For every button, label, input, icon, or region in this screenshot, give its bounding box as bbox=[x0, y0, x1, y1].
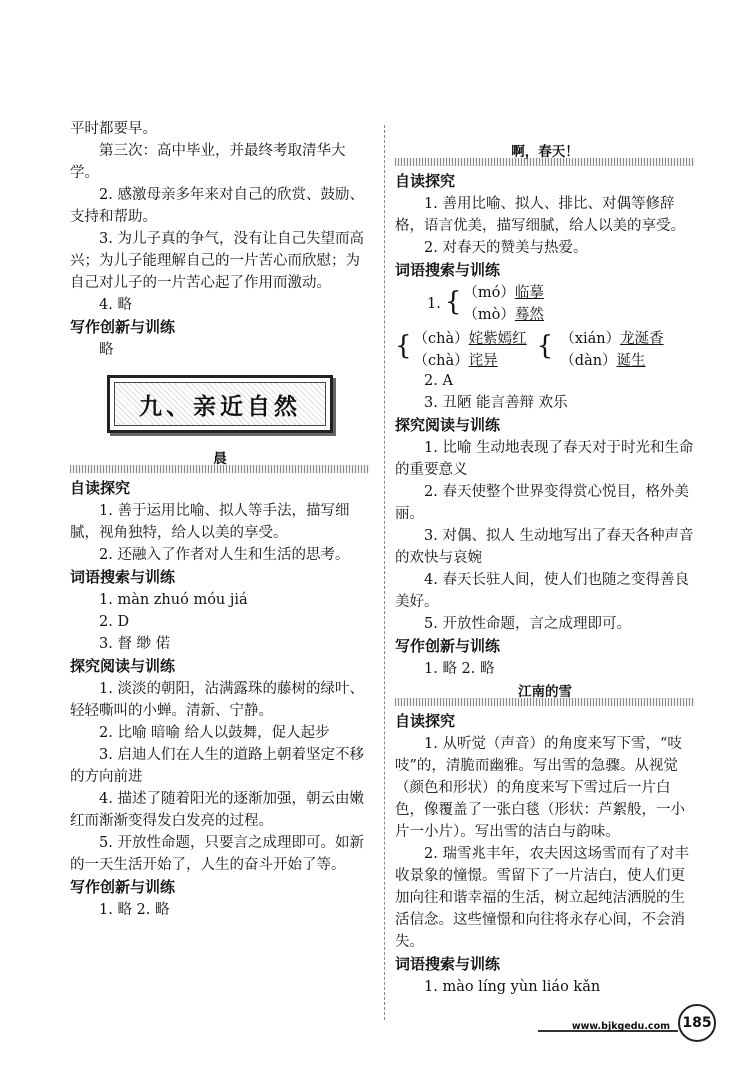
text-line: 3. 督 缈 偌 bbox=[99, 636, 171, 652]
text-line: 2. 对春天的赞美与热爱。 bbox=[424, 240, 588, 256]
word: 临摹 bbox=[514, 285, 544, 301]
lesson-title: 江南的雪 bbox=[518, 684, 572, 700]
text-line: 第三次：高中毕业，并最终考取清华大学。 bbox=[70, 143, 346, 181]
text-line: 2. D bbox=[99, 614, 130, 630]
text-line: 4. 春天长驻人间，使人们也随之变得善良美好。 bbox=[395, 572, 689, 610]
column-divider bbox=[384, 125, 385, 1020]
unit-banner bbox=[107, 375, 333, 433]
text-line: 2. 春天使整个世界变得赏心悦目，格外美丽。 bbox=[395, 484, 689, 522]
text-line: 1. màn zhuó móu jiá bbox=[99, 592, 248, 608]
section-heading: 探究阅读与训练 bbox=[395, 416, 501, 434]
pinyin: （xián） bbox=[560, 330, 621, 347]
text-line: 3. 为儿子真的争气，没有让自己失望而高兴；为儿子能理解自己的一片苦心而欣慰；为自己对儿子的一片苦心起了作用而激动。 bbox=[70, 231, 364, 291]
text-line: 略 bbox=[99, 342, 114, 358]
section-heading: 词语搜索与训练 bbox=[395, 261, 501, 279]
pinyin: （dàn） bbox=[560, 352, 617, 369]
text-line: 1. 略 2. 略 bbox=[424, 661, 495, 677]
brace-icon: { bbox=[444, 287, 462, 317]
text-line: 5. 开放性命题，言之成理即可。 bbox=[424, 616, 631, 632]
section-heading: 自读探究 bbox=[395, 172, 456, 190]
text-line: 1. mào líng yùn liáo kǎn bbox=[424, 979, 601, 995]
lesson-title-bar bbox=[395, 680, 695, 708]
word: 诞生 bbox=[616, 352, 646, 369]
text-line: 5. 开放性命题，只要言之成理即可。如新的一天生活开始了，人生的奋斗开始了等。 bbox=[70, 835, 364, 873]
text-line: 4. 描述了随着阳光的逐渐加强，朝云由嫩红而渐渐变得发白发亮的过程。 bbox=[70, 791, 364, 829]
unit-banner-title: 九、亲近自然 bbox=[114, 382, 326, 426]
section-heading: 探究阅读与训练 bbox=[70, 657, 176, 675]
text-line: 2. 还融入了作者对人生和生活的思考。 bbox=[99, 547, 350, 563]
footer-url: www.bjkgedu.com bbox=[571, 1021, 670, 1032]
text-line: 2. 比喻 暗喻 给人以鼓舞，促人起步 bbox=[99, 725, 330, 741]
section-heading: 写作创新与训练 bbox=[395, 637, 501, 655]
pinyin: （chà） bbox=[413, 352, 469, 369]
text-line: 2. A bbox=[424, 373, 453, 389]
text-line: 1. 善于运用比喻、拟人等手法，描写细腻，视角独特，给人以美的享受。 bbox=[70, 503, 350, 541]
section-heading: 写作创新与训练 bbox=[70, 318, 176, 336]
lesson-title: 晨 bbox=[213, 451, 227, 467]
section-heading: 词语搜索与训练 bbox=[70, 568, 176, 586]
pinyin-pair bbox=[560, 328, 663, 372]
pinyin-group-1 bbox=[395, 282, 695, 326]
lesson-title-bar bbox=[70, 447, 370, 475]
text-line: 1. 从听觉（声音）的角度来写下雪，“吱吱”的，清脆而幽雅。写出雪的急骤。从视觉（颜色和形状）的角度来写下雪过后一片白色，像覆盖了一张白毯（形状：芦絮般，一小片一小片）。写出雪的洁白与韵味。 bbox=[395, 736, 685, 840]
item-number: 1. bbox=[427, 296, 441, 312]
section-heading: 自读探究 bbox=[395, 712, 456, 730]
text-line: 2. 瑞雪兆丰年，农夫因这场雪而有了对丰收景象的憧憬。雪留下了一片洁白，使人们更加向往和谐幸福的生活，树立起纯洁洒脱的生活信念。这些憧憬和向往将永存心间，不会消失。 bbox=[395, 846, 689, 950]
footer bbox=[572, 1014, 670, 1033]
section-heading: 词语搜索与训练 bbox=[395, 955, 501, 973]
text-line: 2. 感激母亲多年来对自己的欣赏、鼓励、支持和帮助。 bbox=[70, 187, 364, 225]
text-line: 3. 启迪人们在人生的道路上朝着坚定不移的方向前进 bbox=[70, 747, 364, 785]
text-line: 3. 对偶、拟人 生动地写出了春天各种声音的欢快与哀婉 bbox=[395, 528, 694, 566]
pinyin: （chà） bbox=[413, 330, 469, 347]
word: 蓦然 bbox=[514, 307, 544, 323]
lesson-title-bar bbox=[395, 140, 695, 168]
pinyin: （mó） bbox=[463, 285, 515, 301]
section-heading: 写作创新与训练 bbox=[70, 878, 176, 896]
text-line: 4. 略 bbox=[99, 297, 132, 313]
brace-icon: { bbox=[395, 331, 412, 361]
word: 姹紫嫣红 bbox=[468, 330, 527, 347]
right-column bbox=[395, 140, 695, 998]
text-line: 平时都要早。 bbox=[70, 121, 157, 137]
section-heading: 自读探究 bbox=[70, 479, 131, 497]
lesson-title: 啊，春天！ bbox=[511, 144, 579, 160]
text-line: 3. 丑陋 能言善辩 欢乐 bbox=[424, 395, 568, 411]
page-number-badge bbox=[678, 1004, 716, 1042]
left-column bbox=[70, 118, 370, 921]
pinyin-pair bbox=[414, 328, 532, 372]
brace-icon: { bbox=[536, 331, 554, 361]
text-line: 1. 略 2. 略 bbox=[99, 902, 170, 918]
pinyin-pair bbox=[463, 282, 543, 326]
text-line: 1. 善用比喻、拟人、排比、对偶等修辞格，语言优美，描写细腻，给人以美的享受。 bbox=[395, 196, 685, 234]
word: 诧异 bbox=[468, 352, 498, 369]
word: 龙涎香 bbox=[620, 330, 664, 347]
text-line: 1. 淡淡的朝阳，沾满露珠的藤树的绿叶、轻轻嘶叫的小蝉。清新、宁静。 bbox=[70, 681, 364, 719]
page-number: 185 bbox=[682, 1015, 712, 1031]
text-line: 1. 比喻 生动地表现了春天对于时光和生命的重要意义 bbox=[395, 440, 694, 478]
pinyin: （mò） bbox=[463, 307, 515, 323]
pinyin-group-2 bbox=[395, 326, 695, 370]
